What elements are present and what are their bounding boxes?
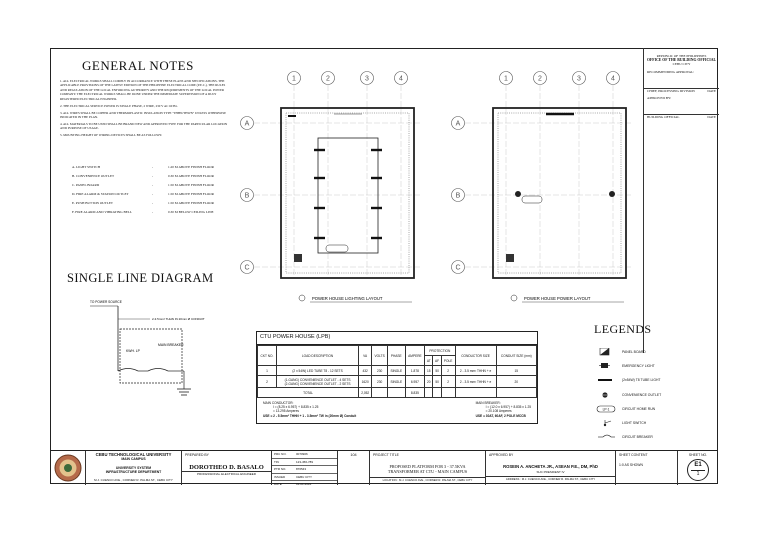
recommending-label: RECOMMENDING APPROVAL: — [647, 69, 695, 74]
mounting-row: B. CONVENIENCE OUTLET - 0.30 M ABOVE FINISH FLOOR — [72, 173, 214, 178]
legends-heading: LEGENDS — [594, 322, 652, 336]
project-info: PROJECT TITLE PROPOSED PLATFORM FOR 3 - 37.5KVA TRANSFORMER AT CTU - MAIN CAMPUS LOCATION : M.J. CUENCO AVE., CORNER R. PALMA ST., CEBU CITY — [370, 451, 486, 485]
note-5: 5. MOUNTING HEIGHT OF WIRING DEVICES SHALL BE AS FOLLOWS: — [60, 133, 163, 138]
general-notes — [60, 79, 230, 140]
table-row: 1 (2 x 54W) LED TUBE T8 - 12 SETS 432 230 SINGLE 1.878 15 50 2 2 - 3.5 mm² THHN + e 15 — [258, 366, 537, 376]
approved-by: APPROVED BY ROSEIN A. ANCHETA JR., ASEAN P.E., DM, PhD SUC PRESIDENT IV ADDRESS : M.J. CUENCO AVE., CORNER R. PALMA ST., CEBU CITY — [486, 451, 616, 485]
grid-label: 3 — [577, 75, 581, 83]
mounting-row: C. PANEL BOARD - 1.50 M ABOVE FINISH FLOOR — [72, 182, 214, 187]
grid-label: 4 — [399, 75, 403, 83]
grid-label: 1 — [504, 75, 508, 83]
mounting-row: A. LIGHT SWITCH - 1.20 M ABOVE FINISH FLOOR — [72, 164, 214, 169]
office-label: OFFICE OF THE BUILDING OFFICIAL — [647, 58, 716, 63]
row-label: C — [244, 264, 250, 272]
row-label: C — [455, 264, 461, 272]
grid-label: 2 — [326, 75, 330, 83]
row-label: A — [455, 120, 461, 128]
schedule-title: CTU POWER HOUSE (LPB) — [257, 332, 537, 345]
schedule-table: CKT NO. LOAD DESCRIPTION VA VOLTS PHASE AMPERE PROTECTION CONDUCTOR SIZE CONDUIT SIZE (mm) AT AF POLE 1 (2 x 54W) LED TUBE T8 - 12 SETS 432 230 SINGLE 1.878 15 50 2 2 - 3.5 mm² THHN + e 15 2 (1-GANG) CONVENIENCE OUTLET - 4 SETS (2-GANG) CONVENIENCE OUTLET - 2 SETS 1620 230 SINGLE 6.957 20 50 2 2 - 3.5 mm² THHN + e 20 TOTAL 2,052 8.835 — [257, 345, 537, 398]
legend-item: LP-1 CIRCUIT HOME RUN — [590, 403, 710, 417]
grid-label: 4 — [611, 75, 615, 83]
feeder-label: 2-3.5mm² THHN IN 20mm Ø CONDUIT — [152, 317, 205, 321]
note-1: 1. ALL ELECTRICAL WORKS SHALL COMPLY IN ACCORDANCE WITH THESE PLANS AND SPECIFICATIONS. THE APPLICABLE PROVISIONS OF THE LATEST EDITION OF THE PHILIPPINE ELECTRICAL CODE (P.E.C.), THE RULES AND REGULATION OF THE LOCAL ENFORCING AUTHORITY AND THE REQUIREMENTS OF THE LOCAL POWER COMPANY. THE ELECTRICAL WORKS SHALL BE DONE UNDER THE IMMEDIATE SUPERVISION OF A DULY REGISTERED ELECTRICAL ENGINEER. — [60, 79, 226, 101]
legend-item: CIRCUIT BREAKER — [590, 431, 710, 445]
mounting-row: E. PUSH BUTTON OUTLET - 1.50 M ABOVE FINISH FLOOR — [72, 200, 214, 205]
grid-label: 1 — [292, 75, 296, 83]
panel-board-icon — [596, 348, 616, 356]
panel-schedule — [256, 331, 538, 424]
legend-item: CONVENIENCE OUTLET — [590, 389, 710, 403]
row-label: B — [455, 192, 461, 200]
legend-item: PANEL BOARD — [590, 346, 710, 360]
legend-list — [590, 346, 710, 445]
lighting-layout-caption: POWER HOUSE LIGHTING LAYOUT — [312, 296, 383, 301]
tube-light-icon — [596, 376, 616, 384]
power-layout — [452, 72, 634, 279]
single-line-diagram — [88, 297, 228, 402]
calculations — [257, 398, 537, 421]
row-label: B — [244, 192, 250, 200]
sheet-no: SHEET NO. E1 1 — [678, 451, 718, 485]
university-seal — [50, 451, 86, 485]
floor-plans — [236, 68, 640, 308]
power-layout-caption: POWER HOUSE POWER LAYOUT — [524, 296, 591, 301]
prepared-by: PREPARED BY DOROTHEO D. BASALO PROFESSIONAL ELECTRICAL ENGINEER — [182, 451, 272, 485]
mounting-row: D. FIRE ALARM & STATION OUTLET - 1.50 M ABOVE FINISH FLOOR — [72, 191, 214, 196]
title-block — [50, 450, 718, 485]
emergency-light-icon — [596, 362, 616, 370]
sheet-num: 1 — [696, 471, 700, 478]
legend-item: EMERGENCY LIGHT — [590, 360, 710, 374]
lighting-layout — [241, 72, 422, 279]
note-4: 4. ALL MATERIALS TO BE USED SHALL BE BRAND NEW AND APPROVED TYPE FOR THE PARTICULAR LOCATION AND PURPOSE OF USAGE. — [60, 122, 228, 131]
legend-item: (2x54W) T8 TUBE LIGHT — [590, 374, 710, 388]
main-breaker-calc: MAIN BREAKER: I = (12.0 x 6.957) + 8.835 x 1.25 = 20.108 Amperes USE = 30AT, 60AF, 2 POLE MCCB — [475, 401, 531, 418]
sheet-code: E1 — [691, 461, 705, 471]
building-official-box — [643, 48, 719, 353]
table-row: 2 (1-GANG) CONVENIENCE OUTLET - 4 SETS (2-GANG) CONVENIENCE OUTLET - 2 SETS 1620 230 SINGLE 6.957 20 50 2 2 - 3.5 mm² THHN + e 20 — [258, 376, 537, 388]
university-info: CEBU TECHNOLOGICAL UNIVERSITY MAIN CAMPUS UNIVERSITY SYSTEM INFRASTRUCTURE DEPARTMENT M.J. CUENCO AVE., CORNER R. PALMA ST., CEBU CITY — [86, 451, 182, 485]
general-notes-heading: GENERAL NOTES — [82, 58, 194, 73]
convenience-outlet-icon — [596, 391, 616, 399]
row-label: A — [244, 120, 250, 128]
republic-label: REPUBLIC OF THE PHILIPPINES — [656, 54, 707, 58]
approved-label: APPROVED BY: — [647, 96, 672, 101]
single-line-diagram-heading: SINGLE LINE DIAGRAM — [67, 271, 214, 285]
circuit-breaker-icon — [596, 433, 616, 441]
home-run-icon — [596, 405, 616, 413]
svg-text:LP-1: LP-1 — [602, 407, 610, 412]
mounting-row: F. FIRE ALARM AND VIBRATING BELL - 0.30 M BELOW CEILING LINE — [72, 209, 214, 214]
kwh-label: KWH. LP — [126, 349, 140, 353]
note-3: 3. ALL WIRES SHALL BE COPPER AND THERMOPLASTIC INSULATION TYPE "THHN/THWN" UNLESS OTHERWISE INDICATED IN THE PLAN. — [60, 110, 227, 120]
grid-label: 2 — [538, 75, 542, 83]
sheet-content: SHEET CONTENT 1:0 AS SHOWN — [616, 451, 678, 485]
main-conductor-calc: MAIN CONDUCTOR: I = (8.25 x 6.957) + 8.835 x 1.25 = 13.295 Amperes USE = 2 - 5.5mm² THHN + 1 - 3.5mm² TW in (20mm Ø) Conduit — [263, 401, 357, 418]
seal-icon — [50, 451, 86, 485]
note-2: 2. THE ELECTRICAL SERVICE POWER IS SINGLE PHASE, 2 WIRE, 230 V AC 60 Hz. — [60, 103, 178, 108]
license-info: PRC NO. 0070906 TIN 123-456-789 PTR NO. 876543 ISSUED CEBU CITY DATE 01-01-2024 — [272, 451, 338, 485]
official-row: BUILDING OFFICIAL DATE — [644, 114, 719, 119]
light-switch-icon — [596, 419, 616, 427]
legend-item: LIGHT SWITCH — [590, 417, 710, 431]
total-row: TOTAL 2,052 8.835 — [258, 388, 537, 398]
chief-row: CHIEF, PROCESSING DIVISION DATE — [644, 88, 719, 93]
to-power-label: TO POWER SOURCE — [90, 300, 122, 304]
mounting-heights — [60, 162, 240, 216]
sheet-number-box: 104 — [338, 451, 370, 485]
main-breaker-label: MAIN BREAKER — [158, 343, 184, 347]
city-label: CEBU CITY — [672, 62, 691, 67]
grid-label: 3 — [365, 75, 369, 83]
